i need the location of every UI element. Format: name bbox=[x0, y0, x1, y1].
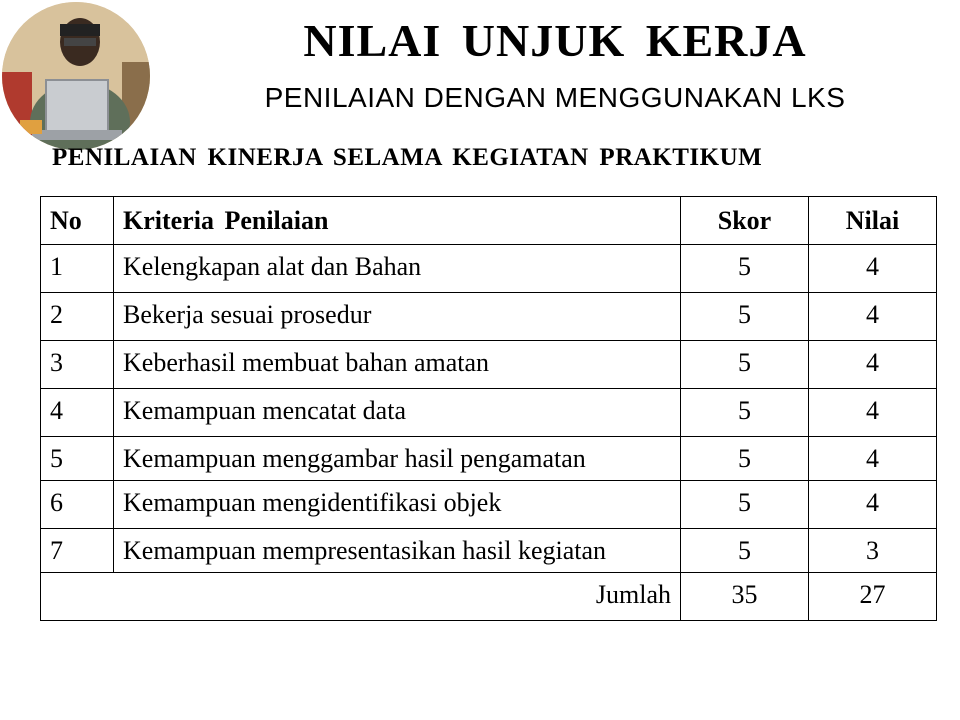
column-header-nilai: Nilai bbox=[809, 197, 937, 245]
cell-skor: 5 bbox=[681, 481, 809, 529]
cell-kriteria: Kemampuan mencatat data bbox=[114, 389, 681, 437]
cell-nilai: 4 bbox=[809, 389, 937, 437]
cell-nilai: 3 bbox=[809, 529, 937, 573]
page-subtitle: PENILAIAN DENGAN MENGGUNAKAN LKS bbox=[264, 82, 846, 113]
cell-kriteria: Kelengkapan alat dan Bahan bbox=[114, 245, 681, 293]
table-row bbox=[41, 437, 937, 481]
table-row bbox=[41, 341, 937, 389]
cell-skor: 5 bbox=[681, 341, 809, 389]
table-row bbox=[41, 389, 937, 437]
cell-no: 7 bbox=[41, 529, 114, 573]
total-label: Jumlah bbox=[41, 573, 681, 621]
cell-nilai: 4 bbox=[809, 341, 937, 389]
total-skor: 35 bbox=[681, 573, 809, 621]
assessment-table bbox=[40, 196, 937, 621]
person-with-laptop-icon bbox=[2, 2, 150, 150]
cell-nilai: 4 bbox=[809, 293, 937, 341]
cell-skor: 5 bbox=[681, 437, 809, 481]
cell-kriteria: Kemampuan mengidentifikasi objek bbox=[114, 481, 681, 529]
column-header-kriteria: Kriteria Penilaian bbox=[114, 197, 681, 245]
cell-nilai: 4 bbox=[809, 245, 937, 293]
table-row bbox=[41, 245, 937, 293]
cell-no: 4 bbox=[41, 389, 114, 437]
table-row bbox=[41, 293, 937, 341]
cell-skor: 5 bbox=[681, 293, 809, 341]
cell-no: 2 bbox=[41, 293, 114, 341]
cell-kriteria: Bekerja sesuai prosedur bbox=[114, 293, 681, 341]
total-nilai: 27 bbox=[809, 573, 937, 621]
column-header-skor: Skor bbox=[681, 197, 809, 245]
column-header-no: No bbox=[41, 197, 114, 245]
cell-no: 5 bbox=[41, 437, 114, 481]
cell-kriteria: Kemampuan mempresentasikan hasil kegiatan bbox=[114, 529, 681, 573]
cell-nilai: 4 bbox=[809, 481, 937, 529]
cell-skor: 5 bbox=[681, 529, 809, 573]
cell-nilai: 4 bbox=[809, 437, 937, 481]
cell-kriteria: Kemampuan menggambar hasil pengamatan bbox=[114, 437, 681, 481]
table-row bbox=[41, 481, 937, 529]
table-row bbox=[41, 529, 937, 573]
page-title: NILAI UNJUK KERJA bbox=[303, 15, 807, 66]
table-header-row bbox=[41, 197, 937, 245]
cell-no: 3 bbox=[41, 341, 114, 389]
cell-no: 1 bbox=[41, 245, 114, 293]
cell-kriteria: Keberhasil membuat bahan amatan bbox=[114, 341, 681, 389]
cell-skor: 5 bbox=[681, 389, 809, 437]
cell-no: 6 bbox=[41, 481, 114, 529]
profile-photo bbox=[2, 2, 150, 150]
table-footer-row bbox=[41, 573, 937, 621]
cell-skor: 5 bbox=[681, 245, 809, 293]
section-title: PENILAIAN KINERJA SELAMA KEGIATAN PRAKTIKUM bbox=[52, 144, 763, 171]
